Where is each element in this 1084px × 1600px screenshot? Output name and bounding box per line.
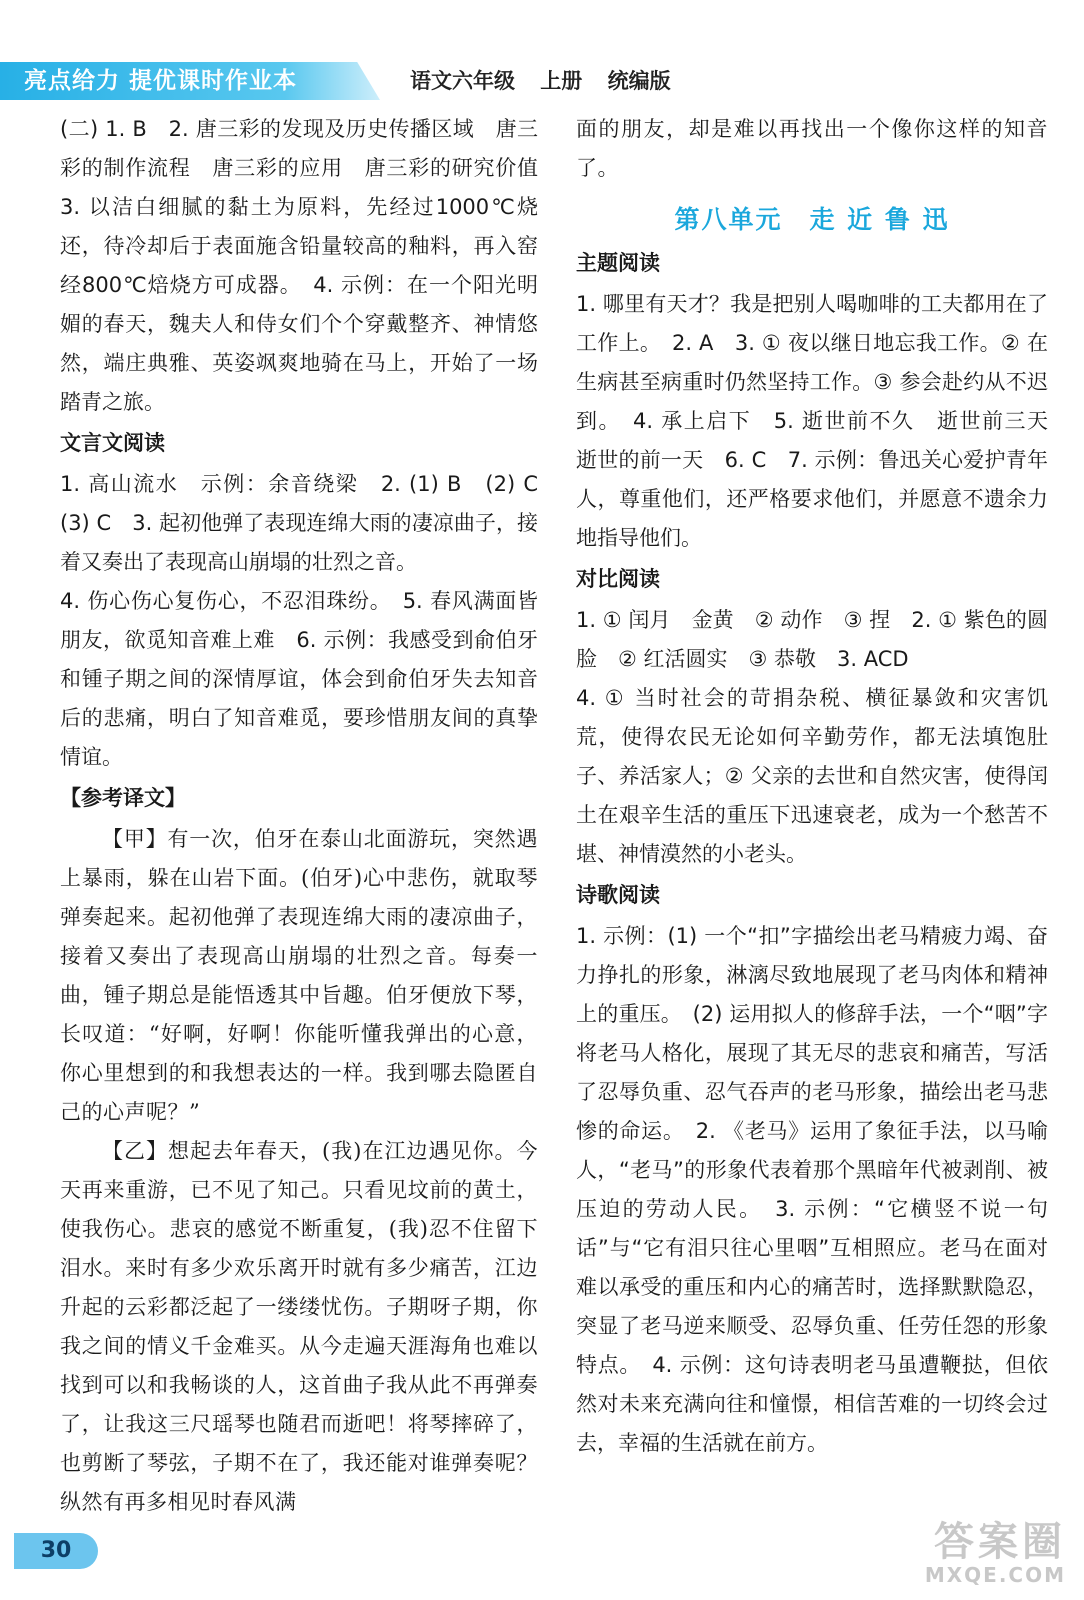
right-column bbox=[576, 110, 1069, 1463]
series-title: 亮点给力 提优课时作业本 bbox=[24, 68, 298, 94]
answer-paragraph: 4. 伤心伤心复伤心，不忍泪珠纷。 5. 春风满面皆朋友，欲觅知音难上难 6. 示例：我感受到俞伯牙和锺子期之间的深情厚谊，体会到俞伯牙失去知音后的悲痛，明白了知音难觅，要珍惜朋友间的真挚情谊。 bbox=[60, 589, 538, 769]
answer-paragraph: 4. ① 当时社会的苛捐杂税、横征暴敛和灾害饥荒，使得农民无论如何辛勤劳作，都无法填饱肚子、养活家人；② 父亲的去世和自然灾害，使得闰土在艰辛生活的重压下迅速衰老，成为一个愁苦不堪、神情漠然的小老头。 bbox=[576, 686, 1048, 866]
watermark bbox=[856, 1520, 1066, 1590]
section-heading: 主题阅读 bbox=[576, 251, 660, 275]
unit-title: 第八单元 走 近 鲁 迅 bbox=[674, 205, 950, 234]
page-header bbox=[0, 0, 1084, 100]
section-heading: 文言文阅读 bbox=[60, 431, 165, 455]
translation-paragraph: 【甲】有一次，伯牙在泰山北面游玩，突然遇上暴雨，躲在山岩下面。(伯牙)心中悲伤，就取琴弹奏起来。起初他弹了表现连绵大雨的凄凉曲子，接着又奏出了表现高山崩塌的壮烈之音。每奏一曲，锺子期总是能悟透其中旨趣。伯牙便放下琴，长叹道：“好啊，好啊！你能听懂我弹出的心意，你心里想到的和我想表达的一样。我到哪去隐匿自己的心声呢？” bbox=[60, 827, 538, 1124]
left-column bbox=[60, 110, 559, 1522]
translation-paragraph: 面的朋友，却是难以再找出一个像你这样的知音了。 bbox=[576, 117, 1048, 180]
section-heading: 【参考译文】 bbox=[60, 786, 186, 810]
section-heading: 对比阅读 bbox=[576, 567, 660, 591]
answer-paragraph: 1. ① 闰月 金黄 ② 动作 ③ 捏 2. ① 紫色的圆脸 ② 红活圆实 ③ 恭敬 3. ACD bbox=[576, 608, 1048, 671]
answer-paragraph: 1. 示例：(1) 一个“扣”字描绘出老马精疲力竭、奋力挣扎的形象，淋漓尽致地展现了老马肉体和精神上的重压。 (2) 运用拟人的修辞手法，一个“咽”字将老马人格化，展现了其无尽的悲哀和痛苦，写活了忍辱负重、忍气吞声的老马形象，描绘出老马悲惨的命运。 2. 《老马》运用了象征手法，以马喻人，“老马”的形象代表着那个黑暗年代被剥削、被压迫的劳动人民。 3. 示例：“它横竖不说一句话”与“它有泪只往心里咽”互相照应。老马在面对难以承受的重压和内心的痛苦时，选择默默隐忍，突显了老马逆来顺受、忍辱负重、任劳任怨的形象特点。 4. 示例：这句诗表明老马虽遭鞭挞，但依然对未来充满向往和憧憬，相信苦难的一切终会过去，幸福的生活就在前方。 bbox=[576, 924, 1048, 1455]
watermark-url: MXQE.COM bbox=[924, 1563, 1066, 1587]
page-number: 30 bbox=[14, 1533, 98, 1569]
answer-paragraph: 1. 哪里有天才？我是把别人喝咖啡的工夫都用在了工作上。 2. A 3. ① 夜以继日地忘我工作。② 在生病甚至病重时仍然坚持工作。③ 参会赴约从不迟到。 4. 承上启下 5. 逝世前不久 逝世前三天 逝世的前一天 6. C 7. 示例：鲁迅关心爱护青年人，尊重他们，还严格要求他们，并愿意不遗余力地指导他们。 bbox=[576, 292, 1069, 550]
watermark-logo: 答案圈 bbox=[934, 1519, 1066, 1565]
answer-paragraph: (二) 1. B 2. 唐三彩的发现及历史传播区域 唐三彩的制作流程 唐三彩的应用 唐三彩的研究价值 3. 以洁白细腻的黏土为原料，先经过1000℃烧还，待冷却后于表面施含铅量较高的釉料，再入窑经800℃焙烧方可成器。 4. 示例：在一个阳光明媚的春天，魏夫人和侍女们个个穿戴整齐、神情悠然，端庄典雅、英姿飒爽地骑在马上，开始了一场踏青之旅。 bbox=[60, 117, 559, 414]
answer-paragraph: 1. 高山流水 示例：余音绕梁 2. (1) B (2) C (3) C 3. 起初他弹了表现连绵大雨的凄凉曲子，接着又奏出了表现高山崩塌的壮烈之音。 bbox=[60, 472, 559, 574]
section-heading: 诗歌阅读 bbox=[576, 883, 660, 907]
subject-title: 语文六年级 上册 统编版 bbox=[410, 69, 671, 93]
translation-paragraph: 【乙】想起去年春天，(我)在江边遇见你。今天再来重游，已不见了知己。只看见坟前的黄土，使我伤心。悲哀的感觉不断重复，(我)忍不住留下泪水。来时有多少欢乐离开时就有多少痛苦，江边升起的云彩都泛起了一缕缕忧伤。子期呀子期，你我之间的情义千金难买。从今走遍天涯海角也难以找到可以和我畅谈的人，这首曲子我从此不再弹奏了，让我这三尺瑶琴也随君而逝吧！将琴摔碎了，也剪断了琴弦，子期不在了，我还能对谁弹奏呢？纵然有再多相见时春风满 bbox=[60, 1139, 538, 1514]
